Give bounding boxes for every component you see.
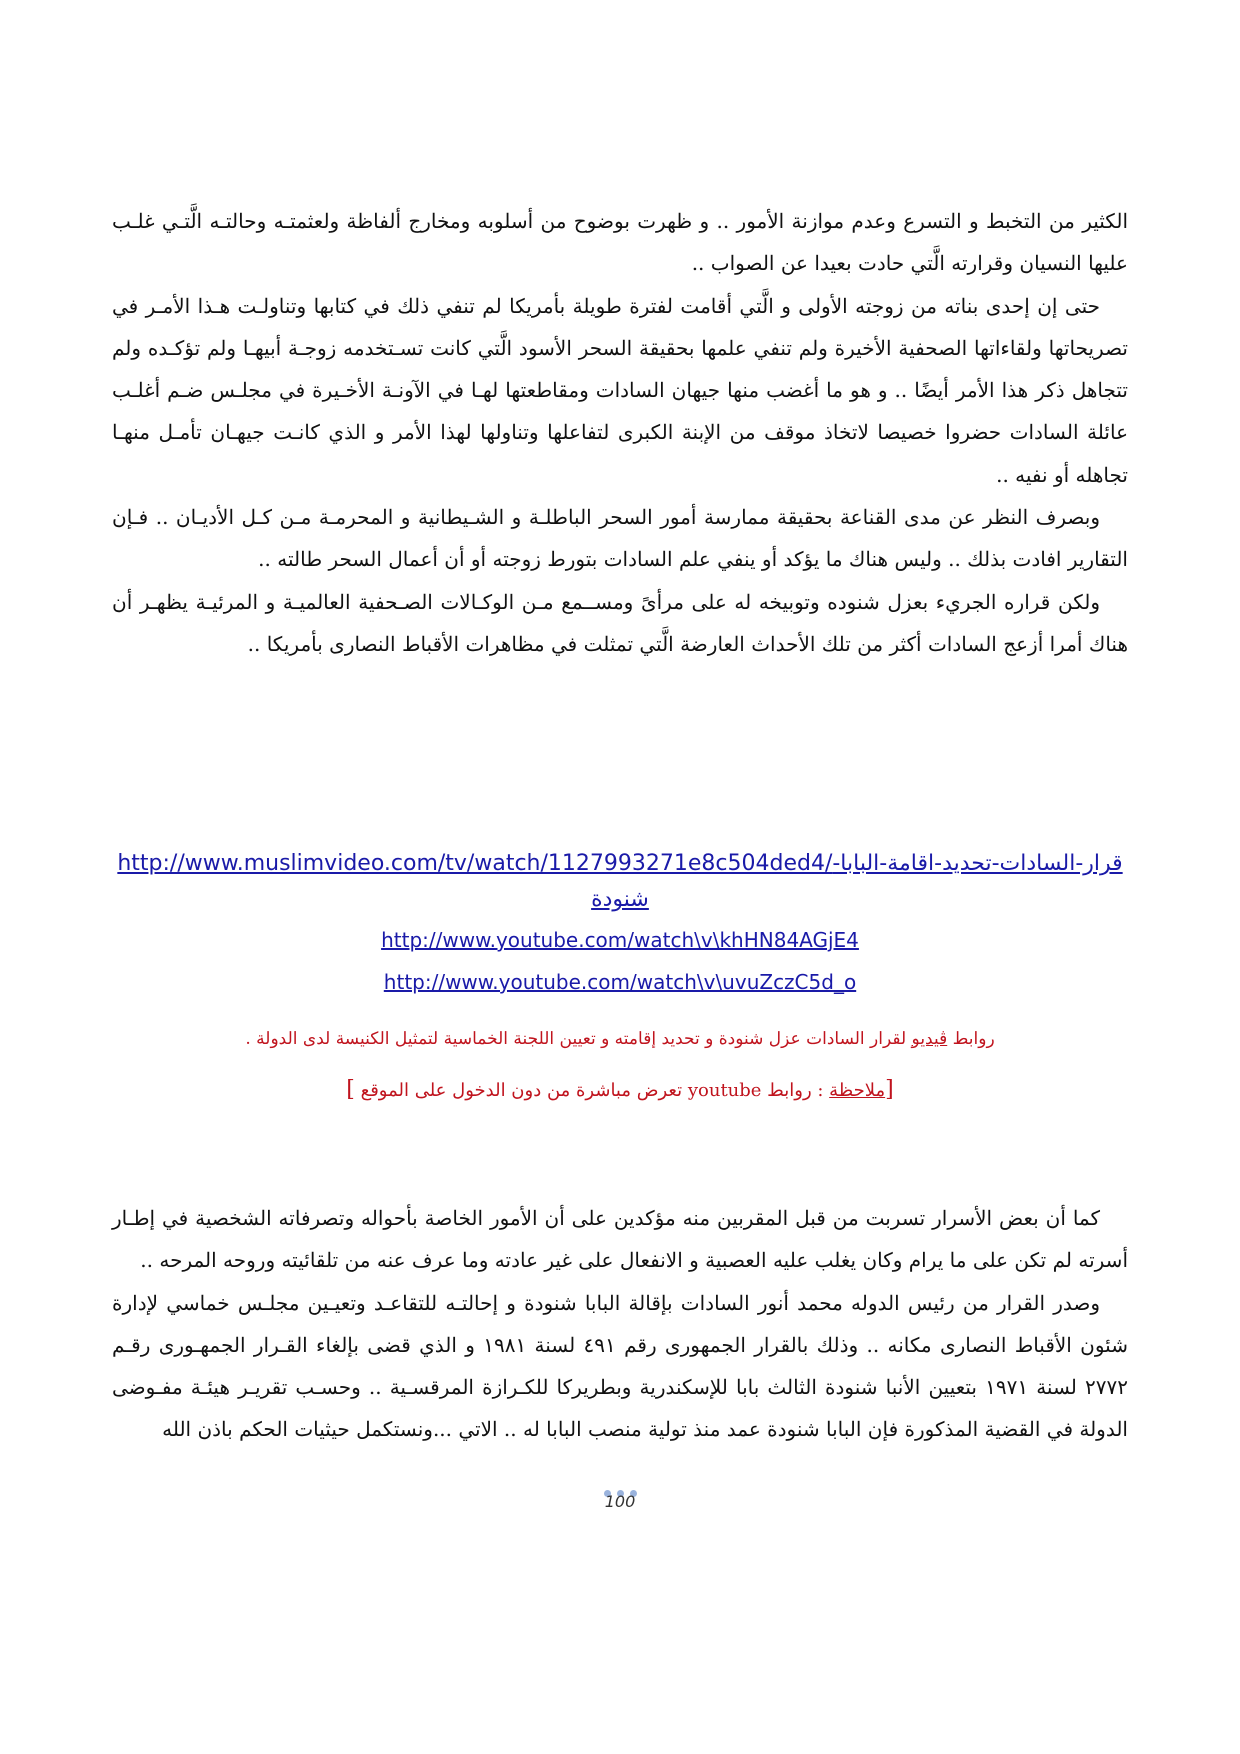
page-number: 100 (604, 1492, 636, 1511)
body-text-bottom (112, 1197, 1128, 1451)
note-text: : روابط youtube تعرض مباشرة من دون الدخول على الموقع (360, 1080, 830, 1101)
video-links-caption (112, 1024, 1128, 1054)
paragraph-4: ولكن قراره الجريء بعزل شنوده وتوبيخه له على مرأىً ومســمع مـن الوكـالات الصـحفية العالميـة و المرئيـة يظهـر أن هناك أمرا أزعج السادات أكثر من تلك الأحداث العارضة الَّتي تمثلت في مظاهرات الأقباط النصارى بأمريكا .. (112, 589, 1128, 656)
video-note-underlined: ڤيديو (911, 1029, 948, 1049)
paragraph-5: كما أن بعض الأسرار تسربت من قبل المقربين منه مؤكدين على أن الأمور الخاصة بأحواله وتصرفاته الشخصية في إطـار أسرته لم تكن على ما يرام وكان يغلب عليه العصبية و الانفعال على غير عادته وما عرف عنه من تلقائيته وروحه المرحه .. (112, 1206, 1128, 1273)
note-open-bracket: [ (885, 1077, 894, 1102)
paragraph-6: وصدر القرار من رئيس الدوله محمد أنور السادات بإقالة البابا شنودة و إحالتـه للتقاعـد وتعيـين مجلـس خماسي لإدارة شئون الأقباط النصارى مكانه .. وذلك بالقرار الجمهورى رقم ٤٩١ لسنة ١٩٨١ و الذي قضى بإلغاء القـرار الجمهـورى رقـم ٢٧٧٢ لسنة ١٩٧١ بتعيين الأنبا شنودة الثالث بابا للإسكندرية وبطريركا للكـرازة المرقسـية .. وحسـب تقريـر هيئـة مفـوضى الدولة في القضية المذكورة فإن البابا شنودة عمد منذ تولية منصب البابا له .. الاتي ...ونستكمل حيثيات الحكم باذن الله (112, 1290, 1128, 1442)
youtube-note (112, 1074, 1128, 1107)
muslimvideo-link[interactable]: http://www.muslimvideo.com/tv/watch/1127993271e8c504ded4/قرار-السادات-تحديد-اقامة-البابا-شنودة (117, 851, 1123, 912)
youtube-link-2[interactable]: http://www.youtube.com/watch\v\uvuZczC5d_o (383, 970, 857, 994)
video-note-after: لقرار السادات عزل شنودة و تحديد إقامته و تعيين اللجنة الخماسية لتمثيل الكنيسة لدى الدولة . (245, 1029, 912, 1049)
body-text-top (112, 200, 1128, 665)
youtube-link-1[interactable]: http://www.youtube.com/watch\v\khHN84AGjE4 (381, 928, 859, 952)
video-note-before: روابط (947, 1029, 995, 1049)
page-dots-ornament (590, 1482, 650, 1492)
paragraph-1: الكثير من التخبط و التسرع وعدم موازنة الأمور .. و ظهرت بوضوح من أسلوبه ومخارج ألفاظة ولعثمتـه وحالتـه الَّتـي غلـب عليها النسيان وقرارته الَّتي حادت بعيدا عن الصواب .. (112, 209, 1128, 276)
video-links-section (112, 846, 1128, 1107)
note-label: ملاحظة (829, 1080, 886, 1101)
paragraph-2: حتى إن إحدى بناته من زوجته الأولى و الَّتي أقامت لفترة طويلة بأمريكا لم تنفي ذلك في كتابها وتناولـت هـذا الأمـر في تصريحاتها ولقاءاتها الصحفية الأخيرة ولم تنفي علمها بحقيقة السحر الأسود الَّتي كانت تسـتخدمه زوجـة أبيهـا ولم تؤكـده ولم تتجاهل ذكر هذا الأمر أيضًا .. و هو ما أغضب منها جيهان السادات ومقاطعتها لهـا في الآونـة الأخـيرة في مجلـس ضـم أغلـب عائلة السادات حضروا خصيصا لاتخاذ موقف من الإبنة الكبرى لتفاعلها وتناولها لهذا الأمر و الذي كانـت جيهـان تأمـل منهـا تجاهله أو نفيه .. (112, 293, 1128, 487)
note-close-bracket: ] (346, 1077, 355, 1102)
paragraph-3: وبصرف النظر عن مدى القناعة بحقيقة ممارسة أمور السحر الباطلـة و الشـيطانية و المحرمـة مـن كـل الأديـان .. فـإن التقارير افادت بذلك .. وليس هناك ما يؤكد أو ينفي علم السادات بتورط زوجته أو أن أعمال السحر طالته .. (112, 505, 1128, 572)
